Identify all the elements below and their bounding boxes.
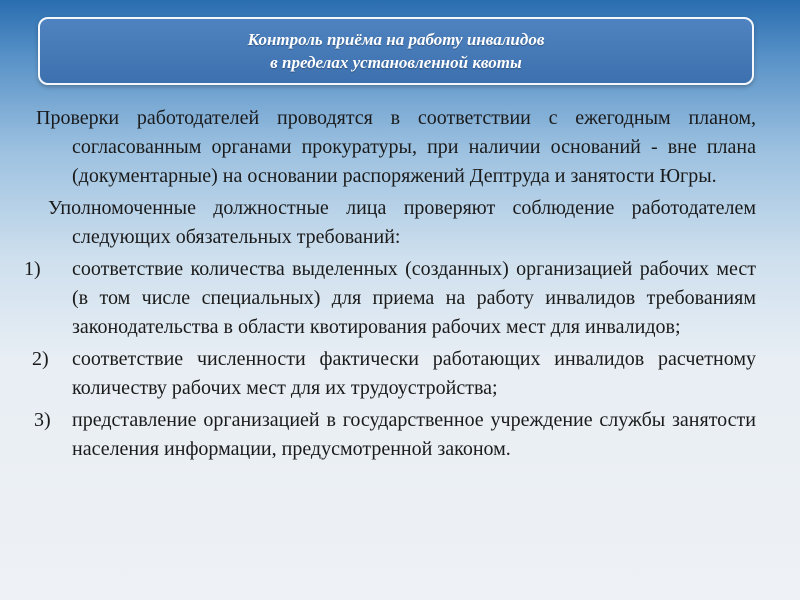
title-line-2: в пределах установленной квоты bbox=[270, 53, 522, 72]
list-item-text: соответствие количества выделенных (созданных) организацией рабочих мест (в том числе специальных) для приема на работу инвалидов требованиям законодательства в области квотирования рабочих мест для инвалидов; bbox=[72, 258, 756, 338]
title-line-1: Контроль приёма на работу инвалидов bbox=[247, 30, 545, 49]
paragraph-inspections: Проверки работодателей проводятся в соответствии с ежегодным планом, согласованным органами прокуратуры, при наличии оснований - вне плана (документарные) на основании распоряжений Дептруда и занятости Югры. bbox=[36, 107, 756, 187]
list-item-text: представление организацией в государственное учреждение службы занятости населения информации, предусмотренной законом. bbox=[72, 409, 756, 460]
list-item-text: соответствие численности фактически работающих инвалидов расчетному количеству рабочих мест для их трудоустройства; bbox=[72, 348, 756, 399]
title-banner bbox=[38, 17, 754, 85]
slide-body bbox=[24, 104, 756, 467]
list-item bbox=[30, 345, 756, 403]
list-item-number: 2) bbox=[32, 348, 49, 370]
paragraph-officials: Уполномоченные должностные лица проверяют соблюдение работодателем следующих обязательных требований: bbox=[48, 197, 756, 248]
list-item bbox=[30, 406, 756, 464]
list-item bbox=[24, 255, 756, 342]
list-item-number: 3) bbox=[34, 409, 51, 431]
list-item-number: 1) bbox=[24, 258, 41, 280]
